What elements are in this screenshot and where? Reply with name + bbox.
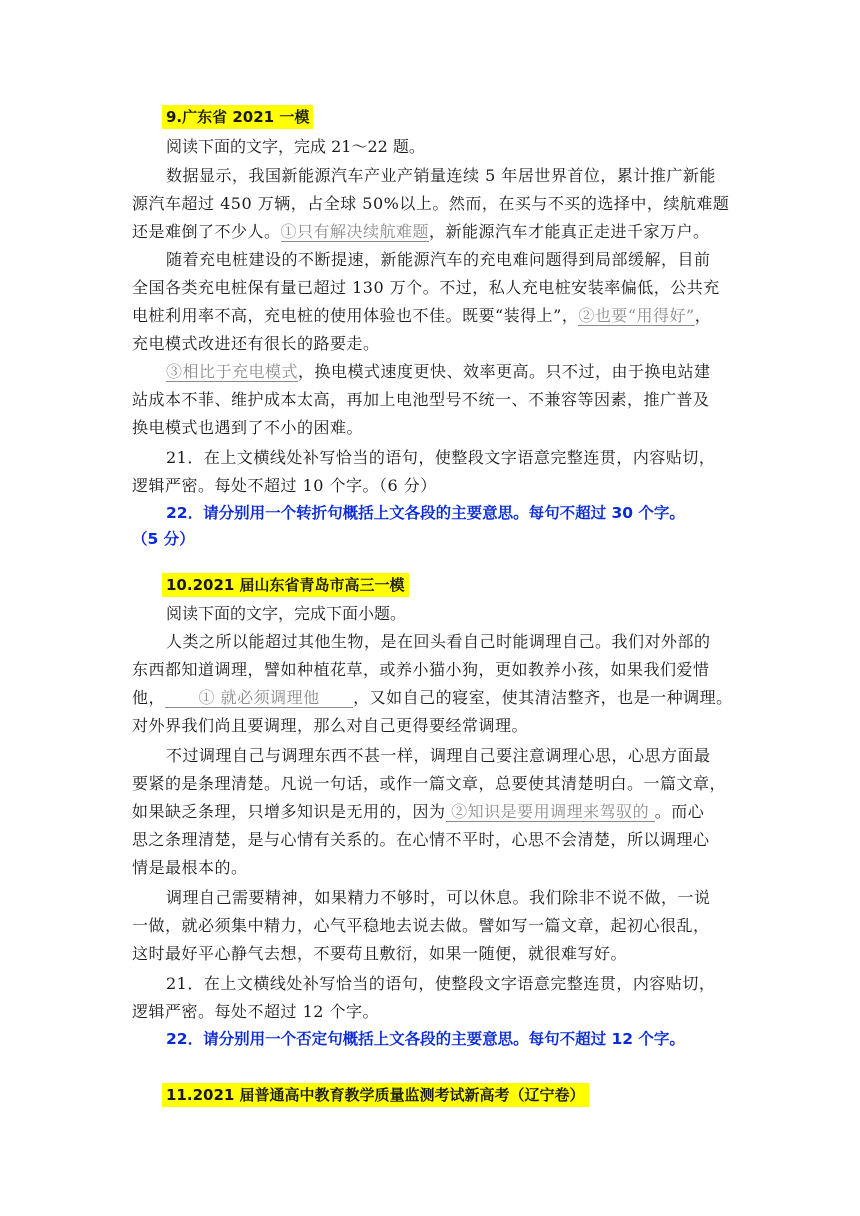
q9-paragraph-1-line-3 [132, 221, 732, 243]
q10-paragraph-2-line-5: 情是最根本的。 [132, 858, 248, 877]
q10-paragraph-3-line-2: 一做，就必须集中精力，心气平稳地去说去做。譬如写一篇文章，起初心很乱， [132, 916, 710, 935]
question-9-instruction: 阅读下面的文字，完成 21～22 题。 [166, 137, 425, 156]
q10-paragraph-2-line-2: 要紧的是条理清楚。凡说一句话，或作一篇文章，总要使其清楚明白。一篇文章， [132, 774, 727, 793]
answer-blank-2: ②知识是要用调理来驾驭的 [445, 802, 655, 821]
text-fragment: 。而心 [654, 802, 705, 821]
text-fragment: ， [694, 306, 712, 325]
q10-paragraph-2-line-4: 思之条理清楚，是与心情有关系的。在心情不平时，心思不会清楚，所以调理心 [132, 830, 710, 849]
q9-question-21-line-2: 逻辑严密。每处不超过 10 个字。（6 分） [132, 476, 437, 495]
q10-paragraph-1-line-1: 人类之所以能超过其他生物，是在回头看自己时能调理自己。我们对外部的 [166, 632, 711, 651]
question-10-heading: 10.2021 届山东省青岛市高三一模 [162, 573, 409, 597]
question-10-instruction: 阅读下面的文字，完成下面小题。 [166, 604, 407, 623]
answer-blank-2: ②也要“用得好” [578, 306, 695, 325]
q9-paragraph-3-line-2: 站成本不菲、维护成本太高，再加上电池型号不统一、不兼容等因素，推广普及 [132, 390, 710, 409]
q10-paragraph-1-line-2: 东西都知道调理，譬如种植花草，或养小猫小狗，更如教养小孩，如果我们爱惜 [132, 660, 710, 679]
text-fragment: ，新能源汽车才能真正走进千家万户。 [429, 222, 710, 241]
text-fragment: ，换电模式速度更快、效率更高。只不过，由于换电站建 [298, 362, 711, 381]
q10-question-22: 22．请分别用一个否定句概括上文各段的主要意思。每句不超过 12 个字。 [166, 1030, 685, 1048]
q9-question-22-line-1: 22．请分别用一个转折句概括上文各段的主要意思。每句不超过 30 个字。 [166, 504, 685, 522]
q9-paragraph-1-line-1: 数据显示，我国新能源汽车产业产销量连续 5 年居世界首位，累计推广新能 [166, 166, 716, 185]
answer-blank-1: ①只有解决续航难题 [280, 222, 430, 241]
q10-paragraph-2-line-3 [132, 801, 732, 823]
q9-question-22-line-2: （5 分） [132, 530, 195, 548]
q9-paragraph-1-line-2: 源汽车超过 450 万辆，占全球 50%以上。然而，在买与不买的选择中，续航难题 [132, 194, 730, 213]
question-11-heading: 11.2021 届普通高中教育教学质量监测考试新高考（辽宁卷） [162, 1083, 589, 1107]
q9-paragraph-2-line-1: 随着充电桩建设的不断提速，新能源汽车的充电难问题得到局部缓解，目前 [166, 250, 711, 269]
q9-paragraph-3-line-1 [132, 361, 766, 383]
question-9-heading: 9.广东省 2021 一模 [162, 105, 313, 129]
text-fragment: ，又如自己的寝室，使其清洁整齐，也是一种调理。 [353, 688, 733, 707]
answer-blank-1: ① 就必须调理他 [165, 688, 354, 707]
q9-paragraph-2-line-2: 全国各类充电桩保有量已超过 130 万个。不过，私人充电桩安装率偏低，公共充 [132, 278, 720, 297]
q10-question-21-line-2: 逻辑严密。每处不超过 12 个字。 [132, 1002, 380, 1021]
q10-paragraph-1-line-3 [132, 687, 732, 709]
q10-paragraph-2-line-1: 不过调理自己与调理东西不甚一样，调理自己要注意调理心思，心思方面最 [166, 746, 711, 765]
q9-paragraph-3-line-3: 换电模式也遇到了不小的困难。 [132, 418, 364, 437]
q9-paragraph-2-line-3 [132, 305, 732, 327]
answer-blank-3: ③相比于充电模式 [166, 362, 299, 381]
q10-paragraph-3-line-3: 这时最好平心静气去想，不要苟且敷衍，如果一随便，就很难写好。 [132, 944, 628, 963]
text-fragment: 如果缺乏条理，只增多知识是无用的，因为 [132, 802, 446, 821]
text-fragment: 还是难倒了不少人。 [132, 222, 281, 241]
q10-paragraph-3-line-1: 调理自己需要精神，如果精力不够时，可以休息。我们除非不说不做，一说 [166, 888, 711, 907]
text-fragment: 他， [132, 688, 166, 707]
q10-question-21-line-1: 21．在上文横线处补写恰当的语句，使整段文字语意完整连贯，内容贴切， [166, 974, 716, 993]
q9-question-21-line-1: 21．在上文横线处补写恰当的语句，使整段文字语意完整连贯，内容贴切， [166, 448, 716, 467]
q9-paragraph-2-line-4: 充电模式改进还有很长的路要走。 [132, 334, 380, 353]
text-fragment: 电桩利用率不高，充电桩的使用体验也不佳。既要“装得上”， [132, 306, 579, 325]
q10-paragraph-1-line-4: 对外界我们尚且要调理，那么对自己更得要经常调理。 [132, 716, 529, 735]
